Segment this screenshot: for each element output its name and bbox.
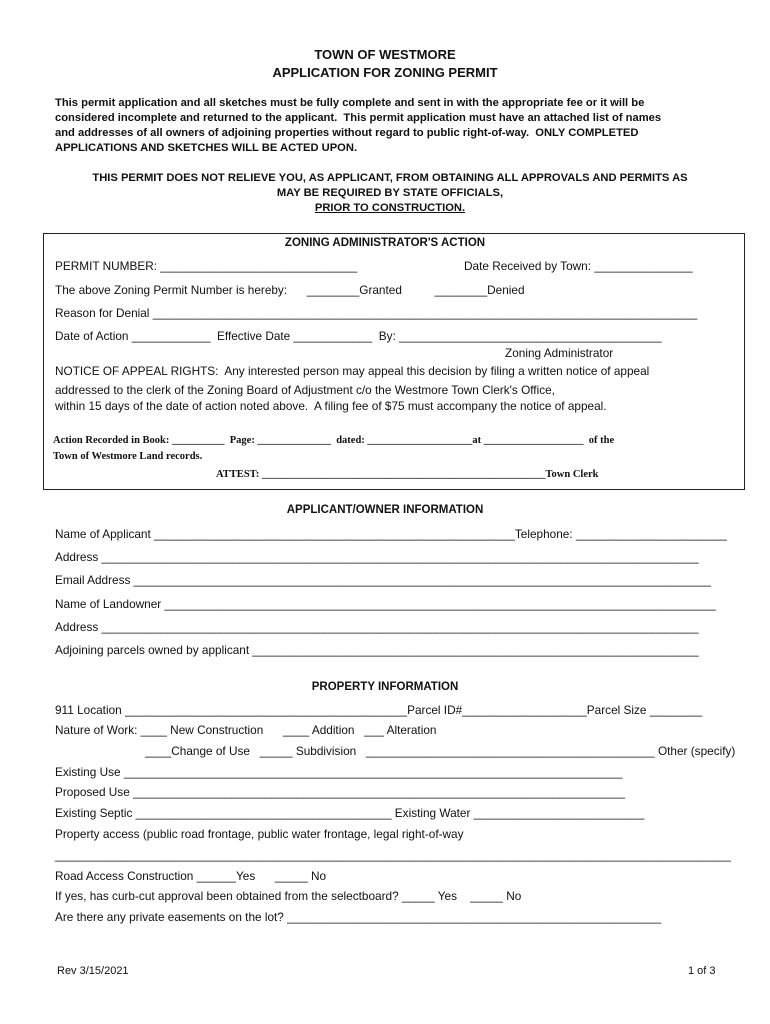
landowner-address-field[interactable]: Address ___________________________________________________________________________________________: [55, 620, 699, 634]
applicant-name-field[interactable]: Name of Applicant _______________________________________________________Telephone: _______________________: [55, 527, 727, 541]
document-title: TOWN OF WESTMORE: [314, 47, 456, 62]
email-address-field[interactable]: Email Address ________________________________________________________________________________________: [55, 573, 712, 587]
date-received-field[interactable]: Date Received by Town: _______________: [464, 259, 693, 273]
notice-underlined-text: PRIOR TO CONSTRUCTION.: [314, 202, 466, 214]
document-subtitle: APPLICATION FOR ZONING PERMIT: [272, 65, 498, 80]
proposed-use-field[interactable]: Proposed Use ___________________________________________________________________________: [55, 785, 626, 799]
page-number: 1 of 3: [688, 965, 716, 977]
appeal-rights-line-3: within 15 days of the date of action noted above. A filing fee of $75 must accompany the notice of appeal.: [55, 399, 607, 413]
zoning-administrator-label: Zoning Administrator: [505, 346, 614, 360]
appeal-rights-line-2: addressed to the clerk of the Zoning Board of Adjustment c/o the Westmore Town Clerk's Office,: [55, 383, 555, 397]
notice-line-3: [30, 202, 750, 214]
intro-line-1: This permit application and all sketches must be fully complete and sent in with the appropriate fee or it will be: [55, 97, 645, 109]
property-access-label: Property access (public road frontage, public water frontage, legal right-of-way: [55, 827, 464, 841]
admin-action-heading: ZONING ADMINISTRATOR'S ACTION: [284, 237, 486, 249]
land-records-label: Town of Westmore Land records.: [53, 451, 203, 462]
attest-field[interactable]: ATTEST: ______________________________________________________Town Clerk: [216, 469, 599, 480]
existing-use-field[interactable]: Existing Use ____________________________________________________________________________: [55, 765, 623, 779]
road-access-field[interactable]: Road Access Construction ______Yes _____ No: [55, 869, 327, 883]
intro-line-3: and addresses of all owners of adjoining properties without regard to public right-of-way. ONLY COMPLETED: [55, 127, 639, 139]
intro-line-4: APPLICATIONS AND SKETCHES WILL BE ACTED UPON.: [55, 142, 358, 154]
property-section-heading: PROPERTY INFORMATION: [311, 681, 459, 693]
nature-of-work-field[interactable]: Nature of Work: ____ New Construction ____ Addition ___ Alteration: [55, 723, 437, 737]
applicant-section-heading: APPLICANT/OWNER INFORMATION: [286, 504, 484, 516]
notice-line-2: MAY BE REQUIRED BY STATE OFFICIALS,: [276, 187, 504, 199]
revision-date: Rev 3/15/2021: [57, 965, 129, 977]
location-parcel-field[interactable]: 911 Location ___________________________________________Parcel ID#___________________Parcel Size ________: [55, 703, 703, 717]
notice-line-1: THIS PERMIT DOES NOT RELIEVE YOU, AS APPLICANT, FROM OBTAINING ALL APPROVALS AND PERMITS AS: [92, 172, 688, 184]
curb-cut-field[interactable]: If yes, has curb-cut approval been obtained from the selectboard? _____ Yes _____ No: [55, 889, 522, 903]
change-of-use-field[interactable]: ____Change of Use _____ Subdivision ____________________________________________ Other (specify): [145, 744, 736, 758]
date-of-action-field[interactable]: Date of Action ____________ Effective Date ____________ By: ________________________________________: [55, 329, 662, 343]
permit-number-field[interactable]: PERMIT NUMBER: ______________________________: [55, 259, 358, 273]
granted-denied-field[interactable]: The above Zoning Permit Number is hereby: ________Granted ________Denied: [55, 283, 525, 297]
action-recorded-field[interactable]: Action Recorded in Book: __________ Page: ______________ dated: ____________________at ___________________ of the: [53, 435, 615, 446]
applicant-address-field[interactable]: Address ___________________________________________________________________________________________: [55, 550, 699, 564]
landowner-name-field[interactable]: Name of Landowner ____________________________________________________________________________________: [55, 597, 716, 611]
septic-water-field[interactable]: Existing Septic _______________________________________ Existing Water __________________________: [55, 806, 645, 820]
easements-field[interactable]: Are there any private easements on the lot? _________________________________________________________: [55, 910, 662, 924]
appeal-rights-line-1: NOTICE OF APPEAL RIGHTS: Any interested person may appeal this decision by filing a written notice of appeal: [55, 364, 650, 378]
property-access-field[interactable]: _______________________________________________________________________________________________________: [55, 848, 731, 862]
reason-for-denial-field[interactable]: Reason for Denial ___________________________________________________________________________________: [55, 306, 698, 320]
intro-line-2: considered incomplete and returned to the applicant. This permit application must have an attached list of names: [55, 112, 662, 124]
adjoining-parcels-field[interactable]: Adjoining parcels owned by applicant ____________________________________________________________________: [55, 643, 699, 657]
